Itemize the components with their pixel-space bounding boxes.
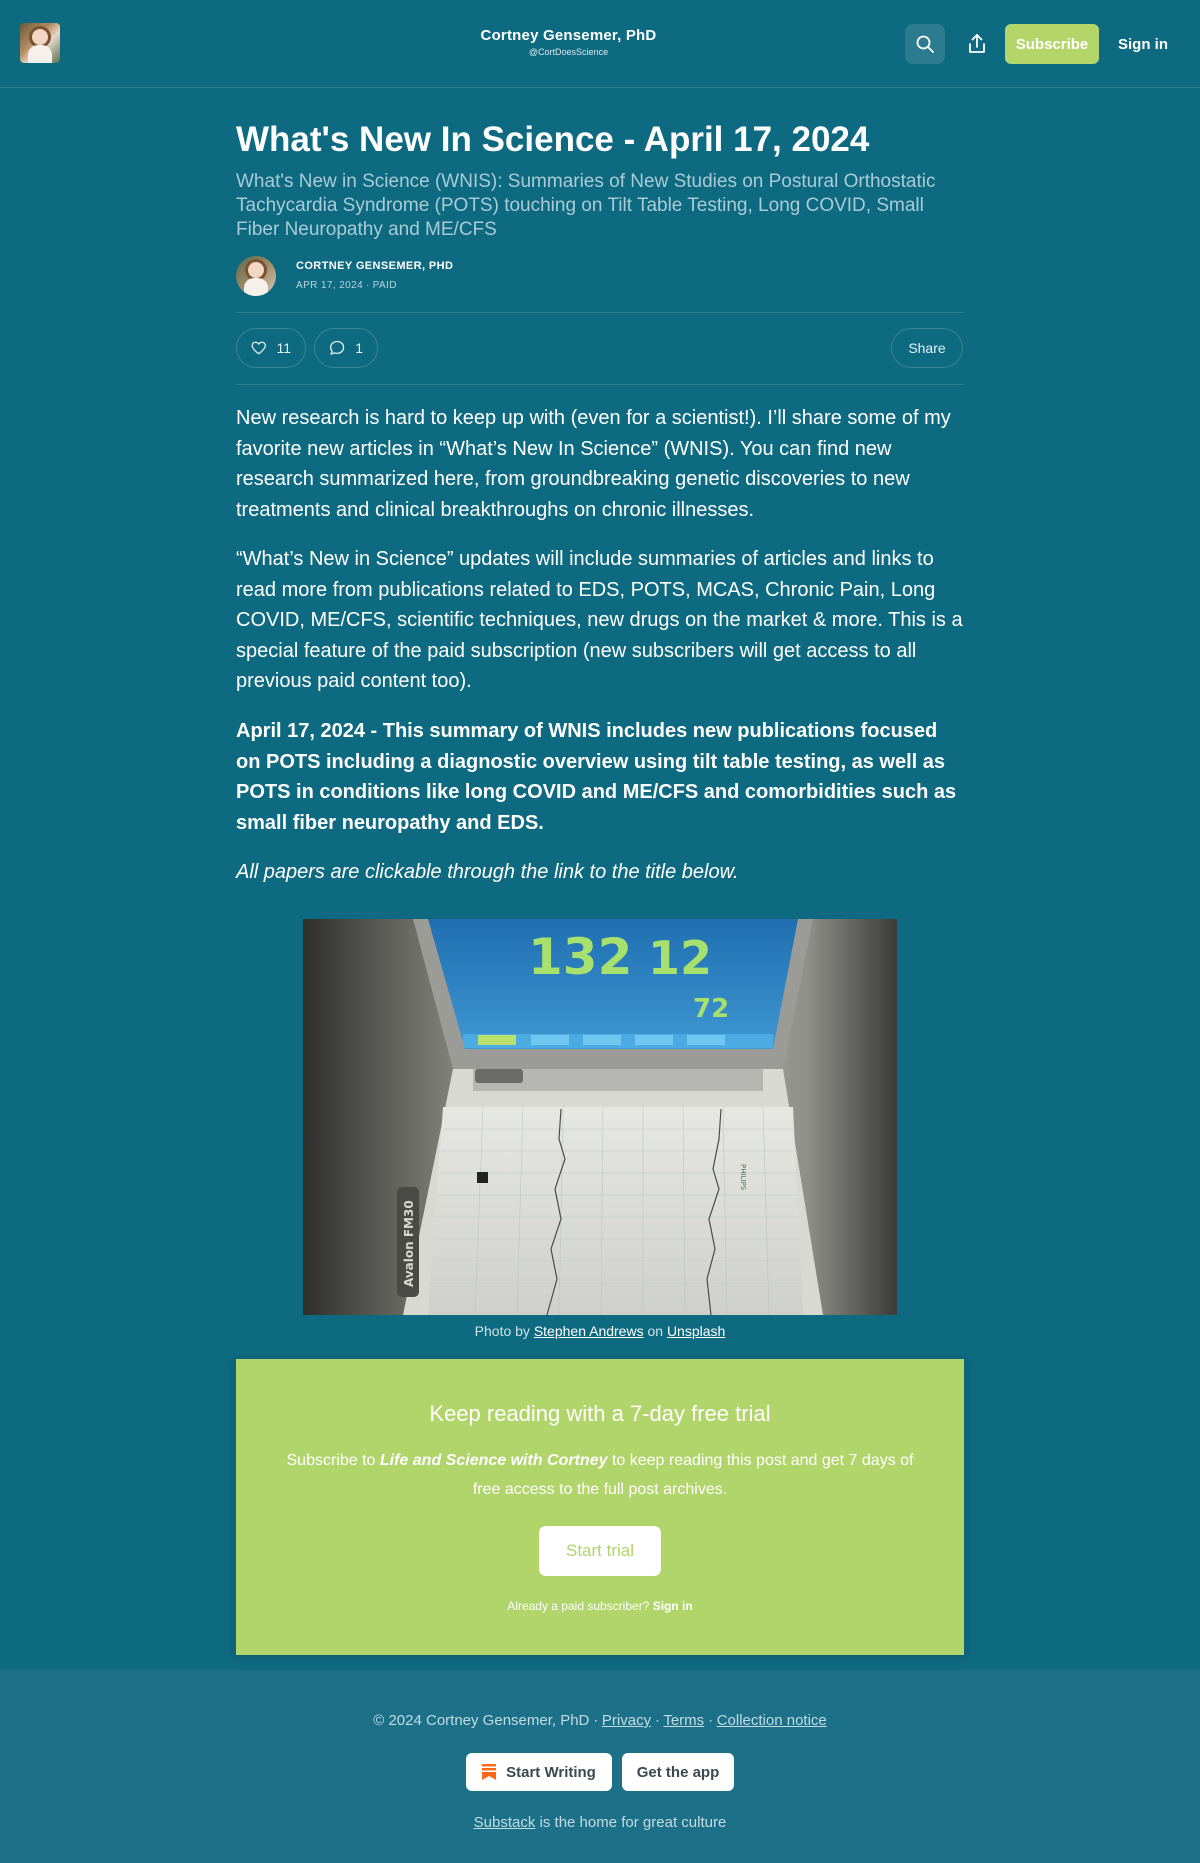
monitor-illustration — [303, 919, 897, 1315]
paywall-signin-link[interactable]: Sign in — [652, 1599, 693, 1613]
photographer-link[interactable]: Stephen Andrews — [533, 1323, 644, 1339]
paywall-text — [276, 1446, 924, 1504]
post-meta — [296, 280, 397, 291]
footer-links — [0, 1712, 1200, 1729]
post-actions — [236, 328, 964, 368]
signin-link[interactable]: Sign in — [1118, 35, 1168, 53]
like-button[interactable] — [236, 328, 306, 368]
paywall-title: Keep reading with a 7-day free trial — [429, 1401, 771, 1426]
terms-link[interactable]: Terms — [663, 1712, 705, 1729]
paywall-text-suffix: to keep reading this post and get 7 days of free access to the full post archives. — [472, 1452, 914, 1498]
search-button[interactable] — [905, 24, 945, 64]
footer — [0, 1670, 1200, 1863]
post-access: PAID — [372, 280, 397, 291]
post-title: What's New In Science - April 17, 2024 — [236, 120, 870, 159]
collection-notice-link[interactable]: Collection notice — [716, 1712, 827, 1729]
copyright-text: © 2024 Cortney Gensemer, PhD — [373, 1712, 590, 1729]
start-trial-button[interactable]: Start trial — [539, 1526, 661, 1576]
post-date: APR 17, 2024 — [296, 280, 364, 291]
monitor-reading-3: 72 — [693, 994, 730, 1024]
post-subtitle: What's New in Science (WNIS): Summaries of New Studies on Postural Orthostatic Tachycardia Syndrome (POTS) touching on Tilt Table Testing, Long COVID, Small Fiber Neuropathy and ME/CFS — [236, 171, 936, 240]
author-face — [248, 262, 264, 278]
divider — [236, 312, 964, 313]
comment-icon — [329, 338, 345, 358]
footer-separator: ∙ — [651, 1712, 664, 1729]
caption-prefix: Photo by — [474, 1323, 534, 1339]
body-paragraph: New research is hard to keep up with (even for a scientist!). I’ll share some of my favorite new articles in “What’s New In Science” (WNIS). You can find new research summarized here, from groundbreaking genetic discoveries to new treatments and clinical breakthroughs on chronic illnesses. — [236, 407, 951, 521]
substack-logo-icon — [482, 1764, 496, 1780]
tagline-suffix: is the home for great culture — [535, 1814, 727, 1831]
author-body — [244, 278, 268, 296]
body-paragraph-summary: April 17, 2024 - This summary of WNIS includes new publications focused on POTS including a diagnostic overview using tilt table testing, as well as POTS in conditions like long COVID and ME/CFS and comorbidities such as small fiber neuropathy and EDS. — [236, 720, 957, 834]
share-button-top[interactable] — [957, 24, 997, 64]
unsplash-link[interactable]: Unsplash — [666, 1323, 726, 1339]
subscribe-button[interactable]: Subscribe — [1005, 24, 1099, 64]
image-caption — [236, 1323, 964, 1339]
substack-link[interactable]: Substack — [473, 1814, 536, 1831]
monitor-reading-2: 12 — [648, 931, 713, 985]
like-count: 11 — [276, 340, 291, 356]
paywall-publication-name: Life and Science with Cortney — [379, 1452, 608, 1469]
footer-tagline — [0, 1814, 1200, 1831]
comment-button[interactable] — [314, 328, 378, 368]
divider — [236, 384, 964, 385]
search-icon — [915, 34, 935, 54]
author-name[interactable]: CORTNEY GENSEMER, PHD — [296, 260, 454, 272]
start-writing-label: Start Writing — [506, 1763, 596, 1781]
meta-separator: ∙ — [366, 280, 370, 291]
privacy-link[interactable]: Privacy — [601, 1712, 652, 1729]
share-button[interactable]: Share — [891, 328, 963, 368]
publication-handle: @CortDoesScience — [528, 47, 609, 57]
paywall-box — [236, 1359, 964, 1655]
post-image[interactable] — [303, 919, 897, 1315]
footer-separator: ∙ — [589, 1712, 602, 1729]
caption-middle: on — [643, 1323, 667, 1339]
comment-count: 1 — [355, 340, 363, 356]
paywall-text-prefix: Subscribe to — [286, 1452, 380, 1469]
footer-separator: ∙ — [704, 1712, 717, 1729]
get-app-button[interactable]: Get the app — [622, 1753, 734, 1791]
brand-label: PHILIPS — [739, 1164, 747, 1191]
body-paragraph-note: All papers are clickable through the link to the title below. — [236, 861, 739, 883]
byline — [236, 256, 964, 298]
top-bar — [0, 0, 1200, 88]
paywall-signin — [236, 1599, 964, 1613]
monitor-reading-1: 132 — [528, 928, 633, 986]
start-writing-button[interactable] — [466, 1753, 612, 1791]
heart-icon — [251, 339, 266, 357]
author-avatar[interactable] — [236, 256, 276, 296]
paywall-signin-prefix: Already a paid subscriber? — [507, 1599, 653, 1613]
publication-title[interactable]: Cortney Gensemer, PhD — [480, 27, 657, 44]
device-label: Avalon FM30 — [402, 1200, 416, 1287]
share-icon — [967, 33, 987, 55]
body-paragraph: “What’s New in Science” updates will include summaries of articles and links to read more from publications related to EDS, POTS, MCAS, Chronic Pain, Long COVID, ME/CFS, scientific techniques, new drugs on the market & more. This is a special feature of the paid subscription (new subscribers will get access to all previous paid content too). — [236, 548, 963, 692]
